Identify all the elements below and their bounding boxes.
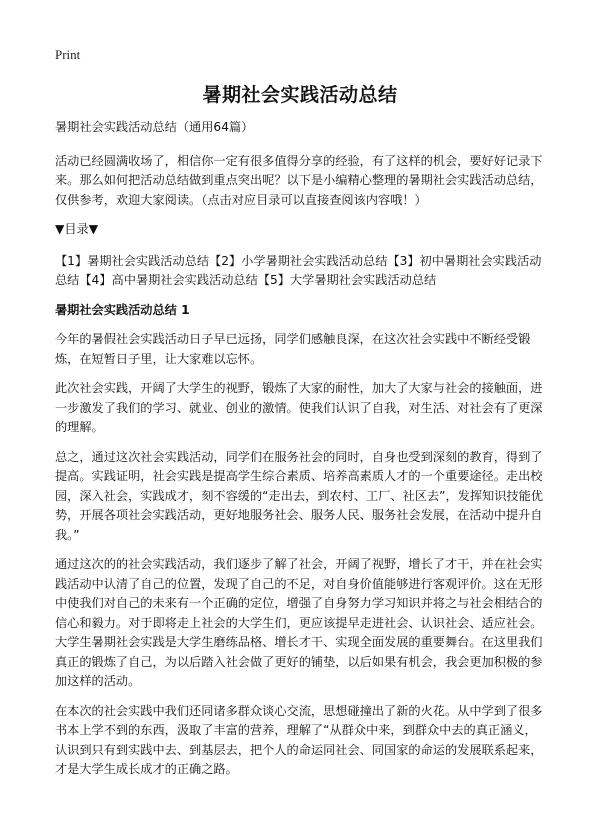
- article-body: [55, 118, 547, 790]
- toc-item-4[interactable]: 【4】高中暑期社会实践活动总结: [79, 273, 258, 287]
- toc-item-1[interactable]: 【1】暑期社会实践活动总结: [55, 253, 210, 268]
- page-title: 暑期社会实践活动总结: [202, 84, 398, 106]
- body-paragraph-5: 在本次的社会实践中我们还同诸多群众谈心交流，思想碰撞出了新的火花。从中学到了很多书本上学不到的东西，汲取了丰富的营养，理解了“从群众中来，到群众中去的真正涵义，认识到只有到实践中去、到基层去，把个人的命运同社会、同国家的命运的发展联系起来，才是大学生成长成才的正确之路。: [55, 703, 543, 776]
- body-paragraph-2: 此次社会实践，开阔了大学生的视野，锻炼了大家的耐性，加大了大家与社会的接触面，进一步激发了我们的学习、就业、创业的激情。使我们认识了自我，对生活、对社会有了更深的理解。: [55, 381, 543, 434]
- toc-item-3[interactable]: 【3】初中暑期社会实践活动总结: [55, 253, 542, 287]
- toc-heading: ▼目录▼: [55, 222, 99, 236]
- table-of-contents: [55, 252, 547, 291]
- body-paragraph-1: 今年的暑假社会实践活动日子早已远扬，同学们感触良深，在这次社会实践中不断经受锻炼，在短暂日子里，让大家难以忘怀。: [55, 332, 531, 366]
- toc-item-5[interactable]: 【5】大学暑期社会实践活动总结: [257, 273, 437, 287]
- body-paragraph-4: 通过这次的的社会实践活动，我们逐步了解了社会，开阔了视野，增长了才干，并在社会实践活动中认清了自己的位置，发现了自己的不足，对自身价值能够进行客观评价。这在无形中使我们对自己的未来有一个正确的定位，增强了自身努力学习知识并将之与社会相结合的信心和毅力。对于即将走上社会的大学生们，更应该提早走进社会、认识社会、适应社会。大学生暑期社会实践是大学生磨练品格、增长才干、实现全面发展的重要舞台。在这里我们真正的锻炼了自己，为以后踏入社会做了更好的铺垫，以后如果有机会，我会更加积极的参加这样的活动。: [55, 557, 543, 688]
- print-link[interactable]: Print: [55, 47, 81, 62]
- section-heading: 暑期社会实践活动总结 1: [55, 302, 190, 317]
- toc-item-2[interactable]: 【2】小学暑期社会实践活动总结: [209, 253, 388, 268]
- intro-paragraph: 活动已经圆满收场了，相信你一定有很多值得分享的经验，有了这样的机会，要好好记录下来。那么如何把活动总结做到重点突出呢？以下是小编精心整理的暑期社会实践活动总结，仅供参考，欢迎大家阅读。（点击对应目录可以直接查阅该内容哦！）: [55, 153, 543, 207]
- body-paragraph-3: 总之，通过这次社会实践活动，同学们在服务社会的同时，自身也受到深刻的教育，得到了提高。实践证明，社会实践是提高学生综合素质、培养高素质人才的一个重要途径。走出校园，深入社会，实践成才，刻不容缓的“走出去，到农村、工厂、社区去”，发挥知识技能优势，开展各项社会实践活动，更好地服务社会、服务人民、服务社会发展，在活动中提升自我。”: [55, 449, 543, 542]
- article-subtitle: 暑期社会实践活动总结（通用64篇）: [55, 120, 254, 134]
